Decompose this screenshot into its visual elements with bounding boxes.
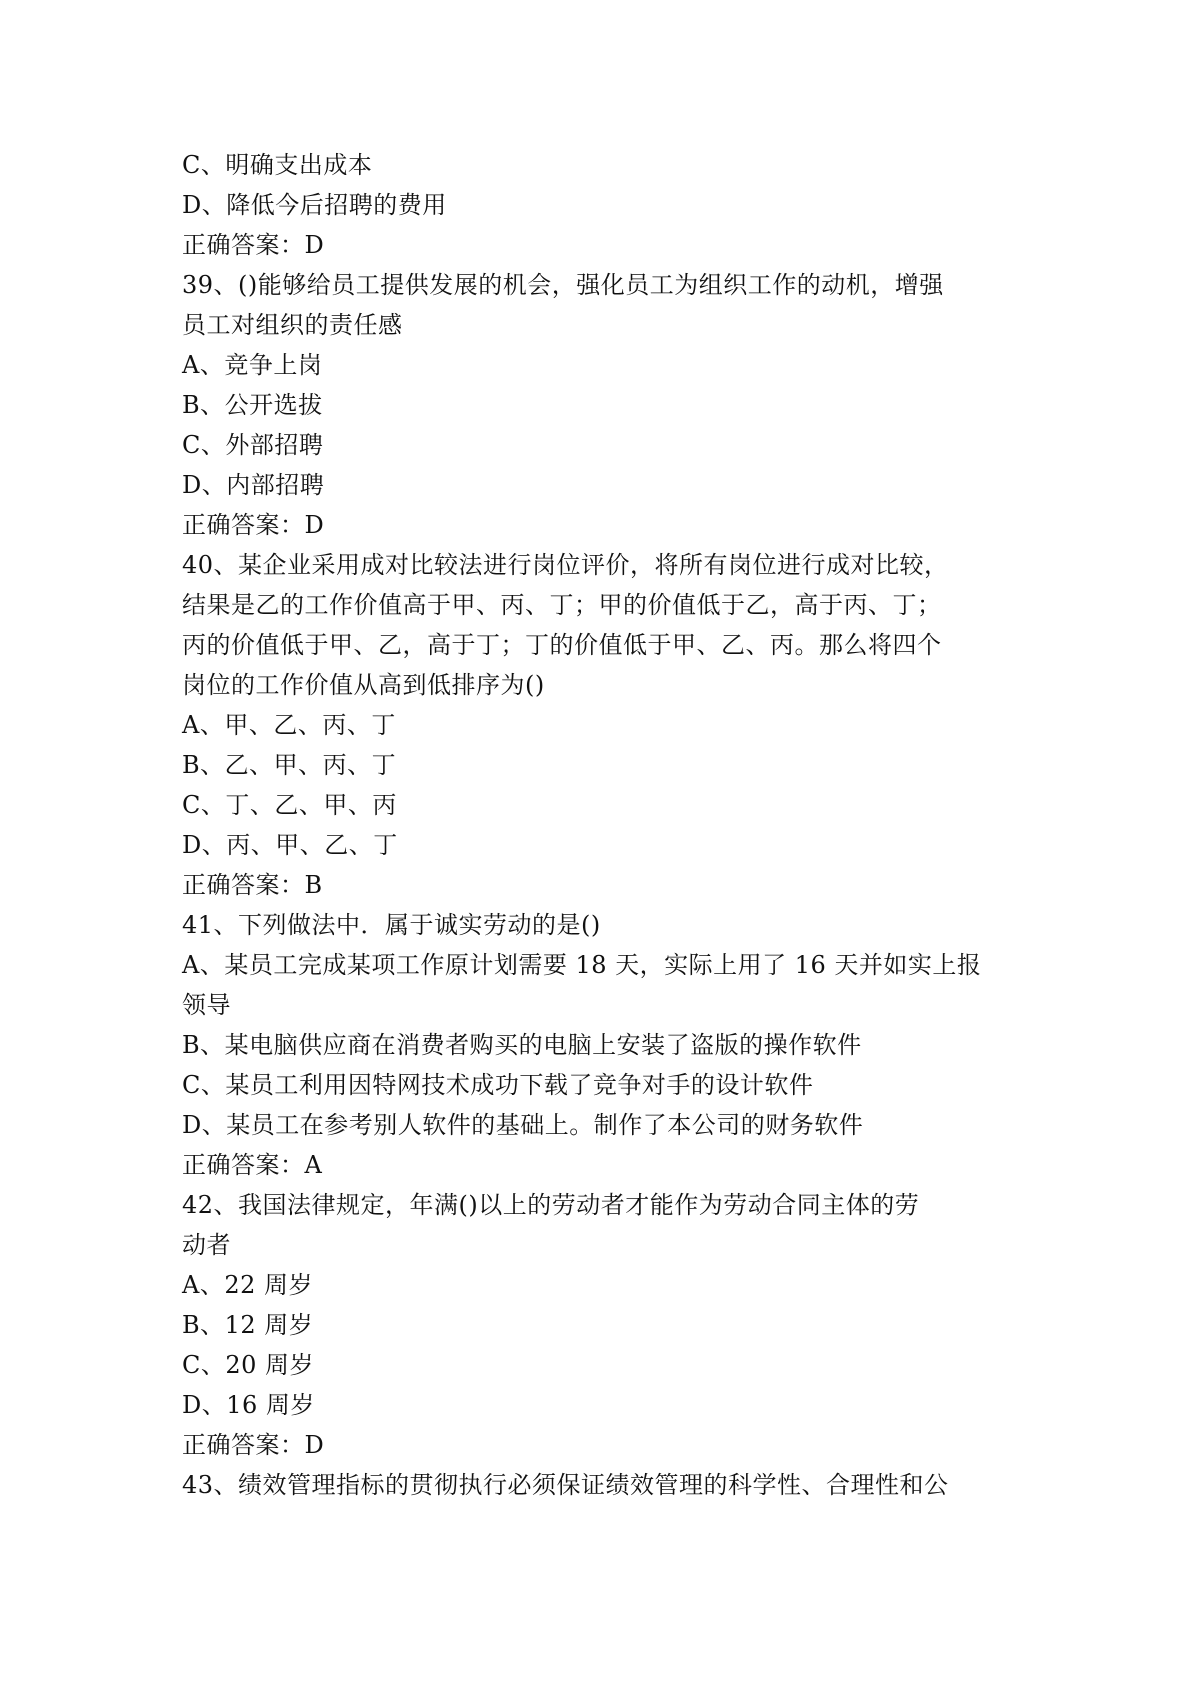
question-line: 40、某企业采用成对比较法进行岗位评价，将所有岗位进行成对比较， [182,551,949,579]
option-line: C、20 周岁 [182,1351,315,1379]
answer-line: 正确答案：D [182,511,325,539]
question-line: 39、()能够给员工提供发展的机会，强化员工为组织工作的动机，增强 [182,271,944,299]
option-line: B、12 周岁 [182,1311,314,1339]
answer-line: 正确答案：D [182,231,325,259]
question-line: 43、绩效管理指标的贯彻执行必须保证绩效管理的科学性、合理性和公 [182,1471,949,1499]
option-line: C、某员工利用因特网技术成功下载了竞争对手的设计软件 [182,1071,814,1099]
question-line: 员工对组织的责任感 [182,311,403,339]
option-line: A、某员工完成某项工作原计划需要 18 天，实际上用了 16 天并如实上报 [182,951,982,979]
answer-line: 正确答案：A [182,1151,323,1179]
option-line: C、明确支出成本 [182,151,373,179]
option-line: B、公开选拔 [182,391,323,419]
option-line: A、甲、乙、丙、丁 [182,711,396,739]
option-line: D、内部招聘 [182,471,325,499]
question-line: 动者 [182,1231,231,1259]
question-line: 41、下列做法中．属于诚实劳动的是() [182,911,601,939]
option-line: A、竞争上岗 [182,351,323,379]
question-line: 丙的价值低于甲、乙，高于丁；丁的价值低于甲、乙、丙。那么将四个 [182,631,942,659]
option-line: A、22 周岁 [182,1271,313,1299]
option-line: D、某员工在参考别人软件的基础上。制作了本公司的财务软件 [182,1111,864,1139]
option-line: D、16 周岁 [182,1391,315,1419]
option-line: D、丙、甲、乙、丁 [182,831,398,859]
question-line: 结果是乙的工作价值高于甲、丙、丁；甲的价值低于乙，高于丙、丁； [182,591,942,619]
option-line: B、某电脑供应商在消费者购买的电脑上安装了盗版的操作软件 [182,1031,862,1059]
question-line: 42、我国法律规定，年满()以上的劳动者才能作为劳动合同主体的劳 [182,1191,920,1219]
option-line: C、外部招聘 [182,431,324,459]
option-line: C、丁、乙、甲、丙 [182,791,397,819]
answer-line: 正确答案：D [182,1431,325,1459]
document-body [182,145,1022,1505]
option-line: D、降低今后招聘的费用 [182,191,447,219]
option-line: B、乙、甲、丙、丁 [182,751,397,779]
answer-line: 正确答案：B [182,871,323,899]
question-line: 岗位的工作价值从高到低排序为() [182,671,545,699]
option-line: 领导 [182,991,231,1019]
